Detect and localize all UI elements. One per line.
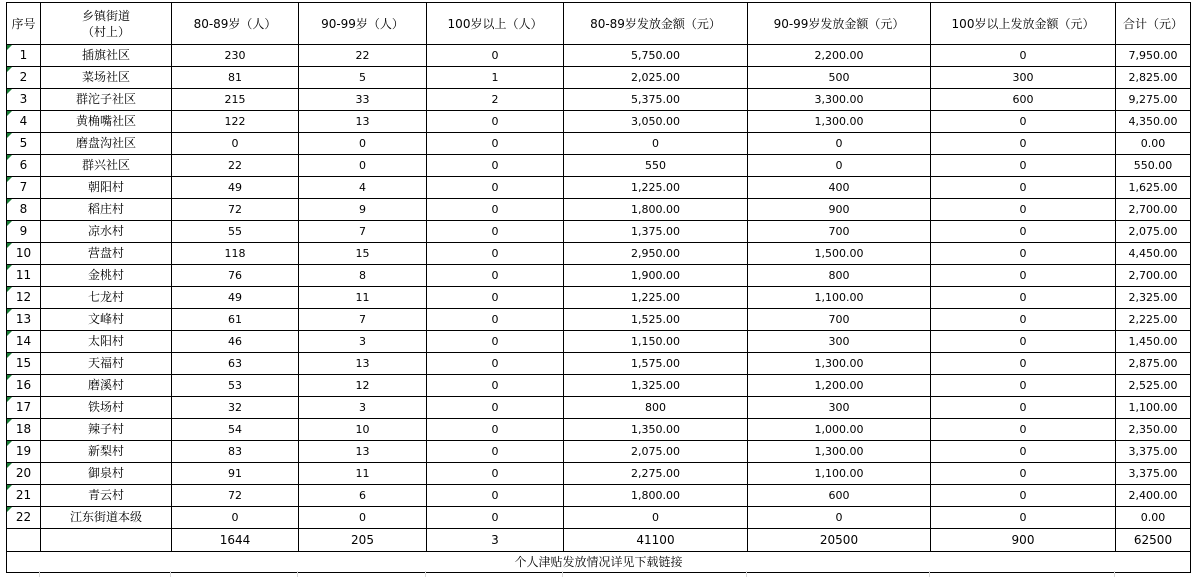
row-amount-90: 0 xyxy=(748,507,931,529)
header-total: 合计（元） xyxy=(1116,3,1191,45)
row-total: 2,700.00 xyxy=(1116,199,1191,221)
row-count-80: 0 xyxy=(172,133,299,155)
row-amount-100: 0 xyxy=(931,419,1116,441)
row-amount-90: 400 xyxy=(748,177,931,199)
row-count-90: 0 xyxy=(299,507,427,529)
table-row xyxy=(7,419,1191,441)
row-name: 铁场村 xyxy=(41,397,172,419)
row-amount-80: 1,225.00 xyxy=(564,177,748,199)
table-row xyxy=(7,221,1191,243)
gridline xyxy=(562,571,563,577)
header-amt80: 80-89岁发放金额（元） xyxy=(564,3,748,45)
row-seq: 20 xyxy=(7,463,41,485)
row-count-100: 0 xyxy=(427,111,564,133)
table-row xyxy=(7,485,1191,507)
note-row xyxy=(7,552,1191,573)
row-amount-100: 0 xyxy=(931,353,1116,375)
row-count-80: 76 xyxy=(172,265,299,287)
row-count-90: 3 xyxy=(299,331,427,353)
row-count-90: 12 xyxy=(299,375,427,397)
row-count-90: 6 xyxy=(299,485,427,507)
row-amount-80: 2,075.00 xyxy=(564,441,748,463)
row-seq: 19 xyxy=(7,441,41,463)
download-note: 个人津贴发放情况详见下载链接 xyxy=(7,552,1191,573)
row-total: 2,700.00 xyxy=(1116,265,1191,287)
row-amount-80: 1,800.00 xyxy=(564,485,748,507)
row-count-90: 9 xyxy=(299,199,427,221)
table-row xyxy=(7,375,1191,397)
row-amount-100: 0 xyxy=(931,133,1116,155)
table-row xyxy=(7,155,1191,177)
gridline xyxy=(929,571,930,577)
row-count-100: 0 xyxy=(427,199,564,221)
row-name: 青云村 xyxy=(41,485,172,507)
row-count-80: 91 xyxy=(172,463,299,485)
row-name: 黄桷嘴社区 xyxy=(41,111,172,133)
totals-a90: 20500 xyxy=(748,529,931,552)
row-amount-100: 0 xyxy=(931,265,1116,287)
row-amount-90: 3,300.00 xyxy=(748,89,931,111)
row-amount-100: 0 xyxy=(931,155,1116,177)
row-amount-90: 1,200.00 xyxy=(748,375,931,397)
row-amount-90: 1,100.00 xyxy=(748,287,931,309)
row-amount-80: 800 xyxy=(564,397,748,419)
row-amount-90: 1,300.00 xyxy=(748,353,931,375)
row-count-90: 7 xyxy=(299,221,427,243)
row-name: 菜场社区 xyxy=(41,67,172,89)
row-count-90: 3 xyxy=(299,397,427,419)
gridline xyxy=(39,571,40,577)
row-name: 稻庄村 xyxy=(41,199,172,221)
row-count-100: 0 xyxy=(427,287,564,309)
row-count-100: 0 xyxy=(427,221,564,243)
row-amount-100: 0 xyxy=(931,287,1116,309)
table-row xyxy=(7,199,1191,221)
row-seq: 11 xyxy=(7,265,41,287)
row-count-80: 46 xyxy=(172,331,299,353)
row-amount-90: 1,300.00 xyxy=(748,111,931,133)
row-amount-100: 0 xyxy=(931,199,1116,221)
table-row xyxy=(7,133,1191,155)
row-seq: 5 xyxy=(7,133,41,155)
row-amount-90: 1,100.00 xyxy=(748,463,931,485)
row-amount-90: 600 xyxy=(748,485,931,507)
row-name: 磨盘沟社区 xyxy=(41,133,172,155)
table-row xyxy=(7,243,1191,265)
row-seq: 10 xyxy=(7,243,41,265)
row-seq: 4 xyxy=(7,111,41,133)
row-name: 七龙村 xyxy=(41,287,172,309)
table-row xyxy=(7,353,1191,375)
row-count-100: 0 xyxy=(427,507,564,529)
row-seq: 21 xyxy=(7,485,41,507)
row-total: 9,275.00 xyxy=(1116,89,1191,111)
row-total: 550.00 xyxy=(1116,155,1191,177)
table-row xyxy=(7,177,1191,199)
row-seq: 9 xyxy=(7,221,41,243)
row-total: 2,225.00 xyxy=(1116,309,1191,331)
row-count-80: 83 xyxy=(172,441,299,463)
row-count-90: 13 xyxy=(299,441,427,463)
row-amount-80: 1,800.00 xyxy=(564,199,748,221)
gridline xyxy=(170,571,171,577)
row-count-90: 15 xyxy=(299,243,427,265)
row-amount-80: 1,575.00 xyxy=(564,353,748,375)
row-count-90: 8 xyxy=(299,265,427,287)
row-name: 天福村 xyxy=(41,353,172,375)
row-seq: 6 xyxy=(7,155,41,177)
gridline xyxy=(1114,571,1115,577)
row-count-100: 1 xyxy=(427,67,564,89)
row-amount-80: 0 xyxy=(564,133,748,155)
row-amount-80: 1,225.00 xyxy=(564,287,748,309)
table-body xyxy=(7,45,1191,529)
totals-a80: 41100 xyxy=(564,529,748,552)
row-amount-100: 300 xyxy=(931,67,1116,89)
row-seq: 17 xyxy=(7,397,41,419)
row-count-100: 0 xyxy=(427,177,564,199)
gridline xyxy=(425,571,426,577)
row-count-80: 49 xyxy=(172,177,299,199)
row-amount-80: 1,525.00 xyxy=(564,309,748,331)
row-total: 2,400.00 xyxy=(1116,485,1191,507)
row-total: 2,875.00 xyxy=(1116,353,1191,375)
row-count-90: 13 xyxy=(299,111,427,133)
row-count-90: 33 xyxy=(299,89,427,111)
row-name: 文峰村 xyxy=(41,309,172,331)
totals-c80: 1644 xyxy=(172,529,299,552)
row-total: 1,450.00 xyxy=(1116,331,1191,353)
row-name: 群沱子社区 xyxy=(41,89,172,111)
row-amount-90: 1,000.00 xyxy=(748,419,931,441)
row-count-90: 11 xyxy=(299,463,427,485)
row-count-80: 32 xyxy=(172,397,299,419)
header-amt100: 100岁以上发放金额（元） xyxy=(931,3,1116,45)
row-total: 2,075.00 xyxy=(1116,221,1191,243)
row-count-80: 215 xyxy=(172,89,299,111)
row-amount-100: 0 xyxy=(931,331,1116,353)
row-amount-80: 550 xyxy=(564,155,748,177)
row-count-90: 13 xyxy=(299,353,427,375)
table-row xyxy=(7,89,1191,111)
row-count-80: 122 xyxy=(172,111,299,133)
row-count-90: 5 xyxy=(299,67,427,89)
row-amount-80: 5,375.00 xyxy=(564,89,748,111)
row-amount-100: 0 xyxy=(931,111,1116,133)
row-seq: 1 xyxy=(7,45,41,67)
row-count-100: 2 xyxy=(427,89,564,111)
totals-c90: 205 xyxy=(299,529,427,552)
table-row xyxy=(7,287,1191,309)
row-total: 2,525.00 xyxy=(1116,375,1191,397)
row-amount-100: 0 xyxy=(931,463,1116,485)
row-amount-80: 1,900.00 xyxy=(564,265,748,287)
row-name: 江东街道本级 xyxy=(41,507,172,529)
row-name: 金桃村 xyxy=(41,265,172,287)
row-seq: 8 xyxy=(7,199,41,221)
row-total: 0.00 xyxy=(1116,507,1191,529)
table-row xyxy=(7,111,1191,133)
row-seq: 15 xyxy=(7,353,41,375)
header-row xyxy=(7,3,1191,45)
gridline xyxy=(297,571,298,577)
row-amount-100: 0 xyxy=(931,375,1116,397)
row-count-90: 0 xyxy=(299,155,427,177)
row-amount-80: 2,275.00 xyxy=(564,463,748,485)
row-count-90: 22 xyxy=(299,45,427,67)
header-amt90: 90-99岁发放金额（元） xyxy=(748,3,931,45)
row-count-80: 22 xyxy=(172,155,299,177)
row-name: 营盘村 xyxy=(41,243,172,265)
row-count-100: 0 xyxy=(427,375,564,397)
row-name: 辣子村 xyxy=(41,419,172,441)
row-count-100: 0 xyxy=(427,485,564,507)
row-count-100: 0 xyxy=(427,45,564,67)
row-total: 1,100.00 xyxy=(1116,397,1191,419)
row-amount-100: 0 xyxy=(931,177,1116,199)
row-total: 0.00 xyxy=(1116,133,1191,155)
row-count-100: 0 xyxy=(427,463,564,485)
row-name: 群兴社区 xyxy=(41,155,172,177)
table-row xyxy=(7,397,1191,419)
row-total: 2,325.00 xyxy=(1116,287,1191,309)
row-amount-80: 1,325.00 xyxy=(564,375,748,397)
row-total: 7,950.00 xyxy=(1116,45,1191,67)
row-seq: 12 xyxy=(7,287,41,309)
totals-row xyxy=(7,529,1191,552)
row-count-80: 54 xyxy=(172,419,299,441)
row-total: 3,375.00 xyxy=(1116,441,1191,463)
row-amount-90: 1,300.00 xyxy=(748,441,931,463)
row-amount-80: 3,050.00 xyxy=(564,111,748,133)
row-amount-80: 5,750.00 xyxy=(564,45,748,67)
row-amount-90: 700 xyxy=(748,309,931,331)
row-amount-80: 1,375.00 xyxy=(564,221,748,243)
row-count-100: 0 xyxy=(427,397,564,419)
row-count-80: 72 xyxy=(172,485,299,507)
row-amount-90: 700 xyxy=(748,221,931,243)
row-count-100: 0 xyxy=(427,133,564,155)
row-count-80: 49 xyxy=(172,287,299,309)
row-amount-90: 800 xyxy=(748,265,931,287)
row-amount-100: 0 xyxy=(931,309,1116,331)
header-seq: 序号 xyxy=(7,3,41,45)
row-count-100: 0 xyxy=(427,309,564,331)
table-row xyxy=(7,507,1191,529)
row-count-100: 0 xyxy=(427,243,564,265)
row-total: 3,375.00 xyxy=(1116,463,1191,485)
row-count-80: 53 xyxy=(172,375,299,397)
row-count-100: 0 xyxy=(427,265,564,287)
row-amount-80: 1,350.00 xyxy=(564,419,748,441)
row-count-90: 10 xyxy=(299,419,427,441)
row-count-80: 55 xyxy=(172,221,299,243)
table-row xyxy=(7,265,1191,287)
row-total: 4,350.00 xyxy=(1116,111,1191,133)
row-amount-80: 2,025.00 xyxy=(564,67,748,89)
header-age80: 80-89岁（人） xyxy=(172,3,299,45)
header-age90: 90-99岁（人） xyxy=(299,3,427,45)
row-count-100: 0 xyxy=(427,155,564,177)
table-row xyxy=(7,331,1191,353)
row-count-90: 11 xyxy=(299,287,427,309)
row-count-90: 7 xyxy=(299,309,427,331)
row-amount-80: 2,950.00 xyxy=(564,243,748,265)
totals-grand: 62500 xyxy=(1116,529,1191,552)
row-seq: 13 xyxy=(7,309,41,331)
row-amount-90: 0 xyxy=(748,155,931,177)
row-seq: 3 xyxy=(7,89,41,111)
table-row xyxy=(7,463,1191,485)
row-total: 2,350.00 xyxy=(1116,419,1191,441)
row-amount-100: 0 xyxy=(931,441,1116,463)
row-name: 新梨村 xyxy=(41,441,172,463)
row-amount-90: 0 xyxy=(748,133,931,155)
row-count-80: 61 xyxy=(172,309,299,331)
row-amount-100: 0 xyxy=(931,507,1116,529)
row-name: 凉水村 xyxy=(41,221,172,243)
row-name: 磨溪村 xyxy=(41,375,172,397)
row-amount-90: 300 xyxy=(748,397,931,419)
row-name: 朝阳村 xyxy=(41,177,172,199)
row-count-100: 0 xyxy=(427,419,564,441)
row-total: 2,825.00 xyxy=(1116,67,1191,89)
row-count-80: 118 xyxy=(172,243,299,265)
row-amount-100: 0 xyxy=(931,397,1116,419)
row-seq: 7 xyxy=(7,177,41,199)
row-count-90: 4 xyxy=(299,177,427,199)
header-age100: 100岁以上（人） xyxy=(427,3,564,45)
row-seq: 18 xyxy=(7,419,41,441)
row-amount-90: 300 xyxy=(748,331,931,353)
row-seq: 2 xyxy=(7,67,41,89)
header-town xyxy=(41,3,172,45)
totals-name-cell xyxy=(41,529,172,552)
totals-c100: 3 xyxy=(427,529,564,552)
row-count-100: 0 xyxy=(427,441,564,463)
row-seq: 22 xyxy=(7,507,41,529)
row-amount-80: 1,150.00 xyxy=(564,331,748,353)
table-row xyxy=(7,67,1191,89)
row-count-80: 63 xyxy=(172,353,299,375)
row-amount-100: 0 xyxy=(931,243,1116,265)
row-count-80: 0 xyxy=(172,507,299,529)
row-amount-100: 0 xyxy=(931,485,1116,507)
row-count-100: 0 xyxy=(427,331,564,353)
header-town-line1: 乡镇街道 xyxy=(81,8,130,23)
row-count-100: 0 xyxy=(427,353,564,375)
totals-a100: 900 xyxy=(931,529,1116,552)
row-amount-90: 2,200.00 xyxy=(748,45,931,67)
subsidy-table xyxy=(6,2,1191,573)
row-total: 4,450.00 xyxy=(1116,243,1191,265)
row-count-80: 72 xyxy=(172,199,299,221)
table-row xyxy=(7,441,1191,463)
totals-seq-cell xyxy=(7,529,41,552)
row-name: 御泉村 xyxy=(41,463,172,485)
gridline xyxy=(746,571,747,577)
table-row xyxy=(7,309,1191,331)
row-amount-100: 0 xyxy=(931,221,1116,243)
row-total: 1,625.00 xyxy=(1116,177,1191,199)
row-name: 太阳村 xyxy=(41,331,172,353)
row-amount-90: 500 xyxy=(748,67,931,89)
row-seq: 16 xyxy=(7,375,41,397)
row-amount-90: 1,500.00 xyxy=(748,243,931,265)
row-seq: 14 xyxy=(7,331,41,353)
row-amount-90: 900 xyxy=(748,199,931,221)
row-count-80: 230 xyxy=(172,45,299,67)
row-amount-100: 0 xyxy=(931,45,1116,67)
header-town-line2: （村上） xyxy=(81,24,130,39)
row-count-80: 81 xyxy=(172,67,299,89)
row-amount-100: 600 xyxy=(931,89,1116,111)
row-amount-80: 0 xyxy=(564,507,748,529)
row-name: 插旗社区 xyxy=(41,45,172,67)
row-count-90: 0 xyxy=(299,133,427,155)
table-row xyxy=(7,45,1191,67)
